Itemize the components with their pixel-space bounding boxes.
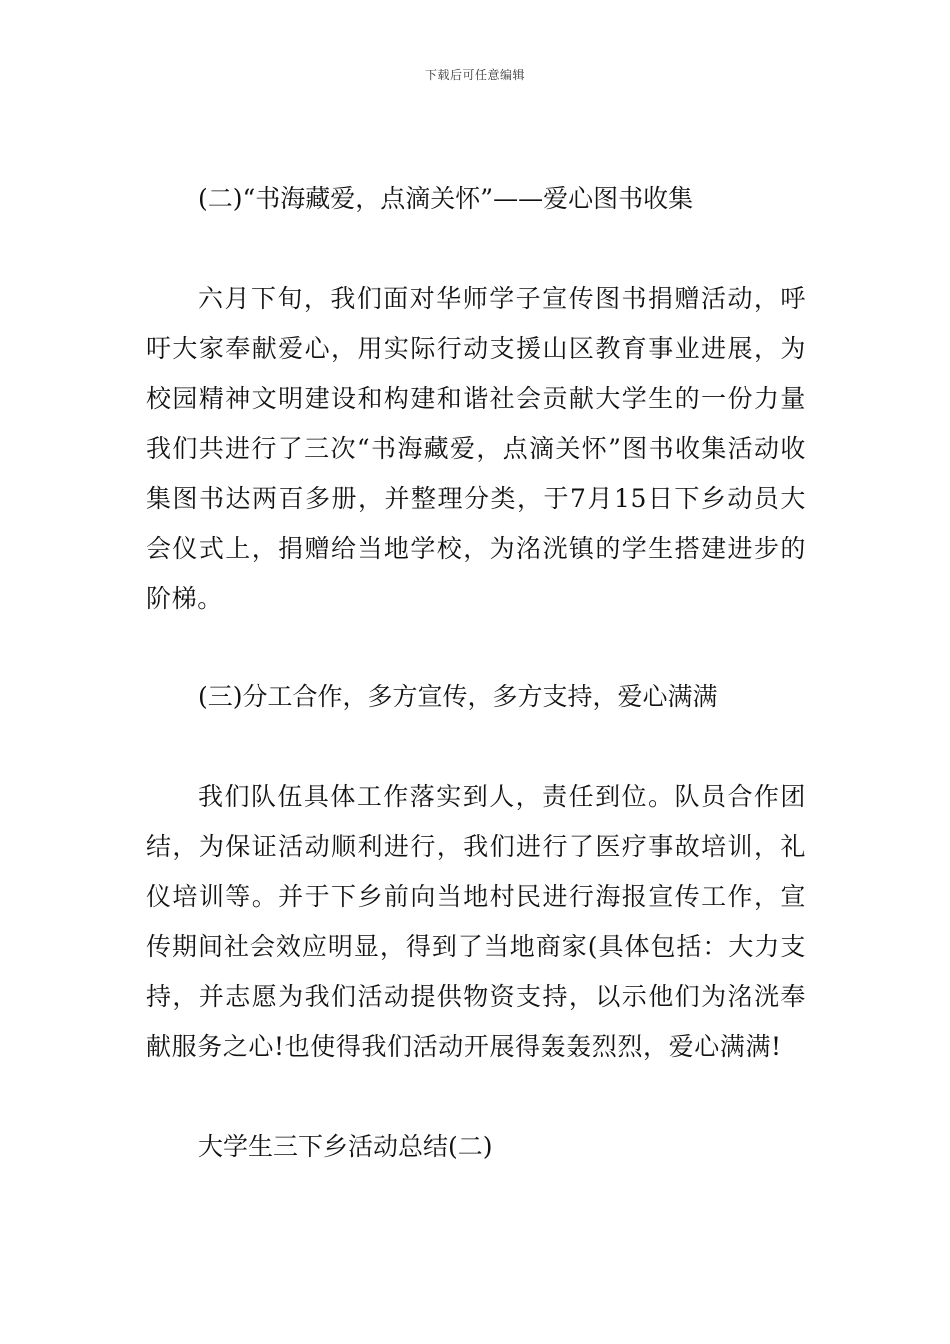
header-note: 下载后可任意编辑 [424, 68, 525, 82]
section-paragraph-cooperation: 我们队伍具体工作落实到人，责任到位。队员合作团结，为保证活动顺利进行，我们进行了医疗事故培训，礼仪培训等。并于下乡前向当地村民进行海报宣传工作，宣传期间社会效应明显，得到了当地商家(具体包括：大力支持，并志愿为我们活动提供物资支持，以示他们为洺洸奉献服务之心!也使得我们活动开展得轰轰烈烈，爱心满满! [146, 782, 806, 1061]
section-paragraph-book-collection: 六月下旬，我们面对华师学子宣传图书捐赠活动，呼吁大家奉献爱心，用实际行动支援山区教育事业进展，为校园精神文明建设和构建和谐社会贡献大学生的一份力量我们共进行了三次“书海藏爱，点滴关怀”图书收集活动收集图书达两百多册，并整理分类，于7月15日下乡动员大会仪式上，捐赠给当地学校，为洺洸镇的学生搭建进步的阶梯。 [146, 284, 806, 613]
section-heading-cooperation: (三)分工合作，多方宣传，多方支持，爱心满满 [198, 682, 718, 711]
section-heading-book-collection: (二)“书海藏爱，点滴关怀”——爱心图书收集 [198, 184, 694, 213]
closing-title: 大学生三下乡活动总结(二) [198, 1132, 493, 1161]
